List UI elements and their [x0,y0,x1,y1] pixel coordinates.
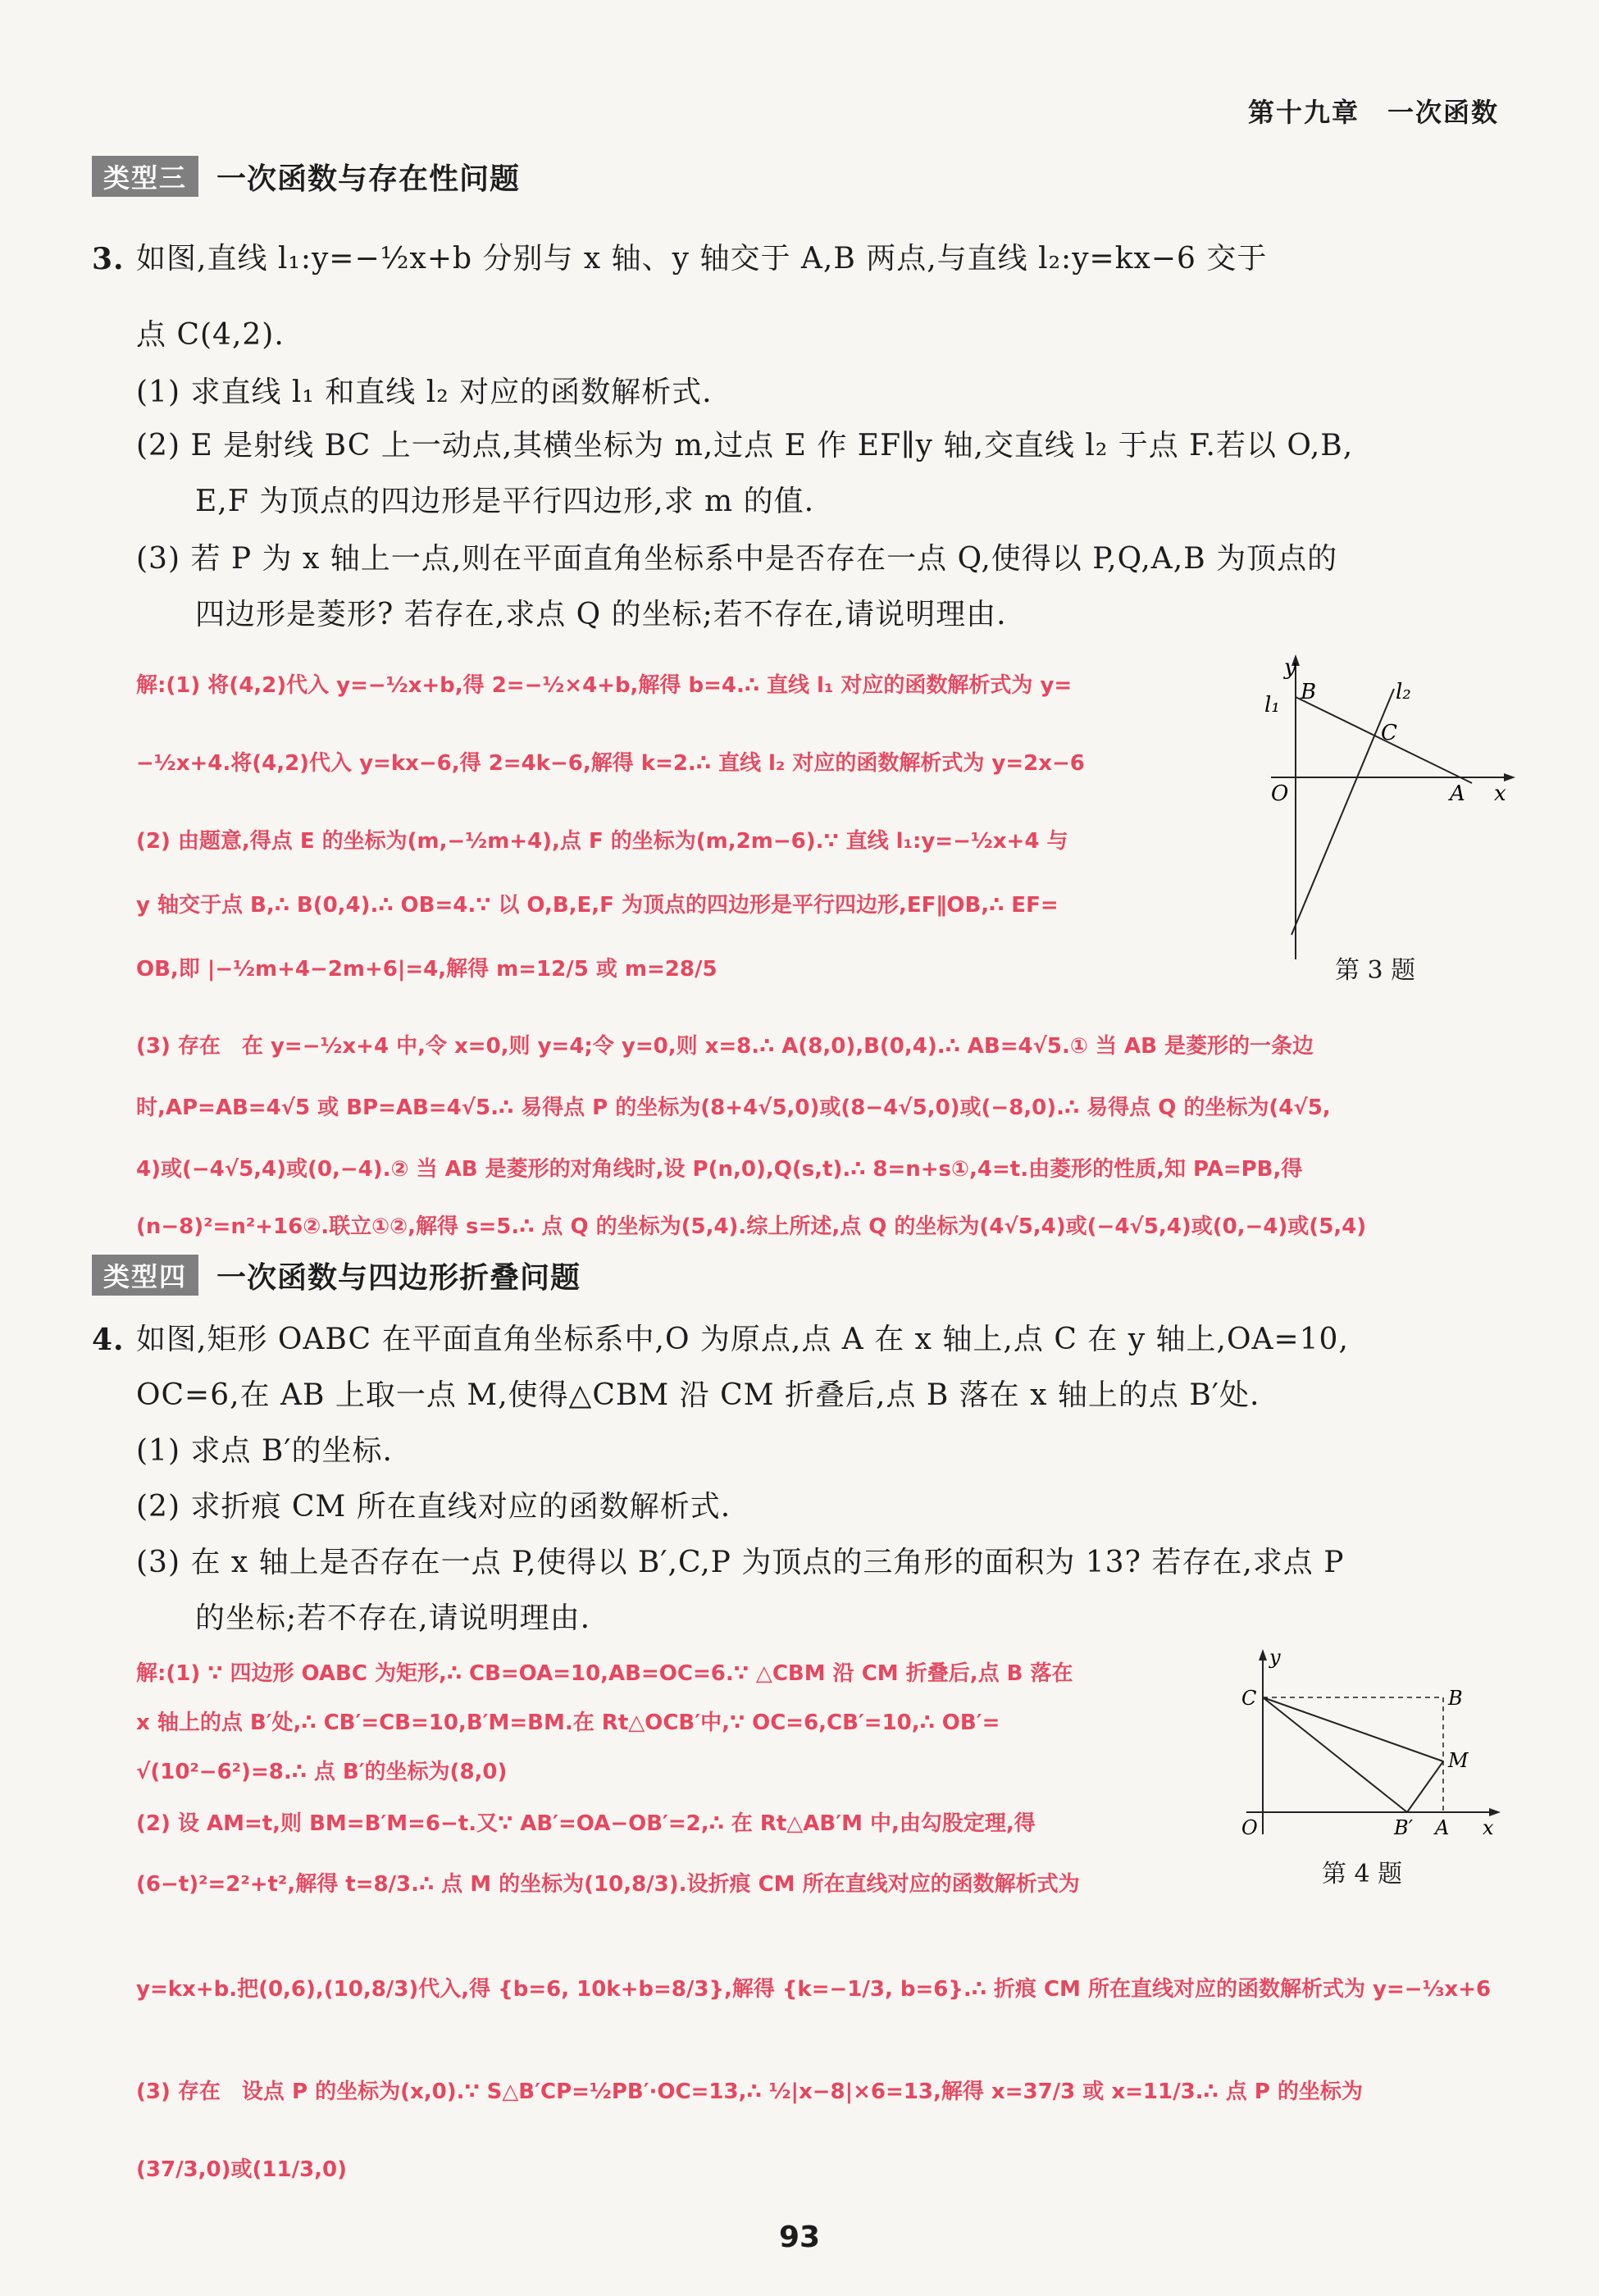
label-x: x [1483,1816,1494,1839]
answer-line: OB,即 |−½m+4−2m+6|=4,解得 m=12/5 或 m=28/5 [136,957,718,982]
answer-line: x 轴上的点 B′处,∴ CB′=CB=10,B′M=BM.在 Rt△OCB′中,∵ OC=6,CB′=10,∴ OB′= [136,1711,1000,1735]
answer-line: 解:(1) 将(4,2)代入 y=−½x+b,得 2=−½×4+b,解得 b=4.∴ 直线 l₁ 对应的函数解析式为 y= [136,673,1073,698]
question-line: (1) 求直线 l₁ 和直线 l₂ 对应的函数解析式. [136,376,713,409]
label-Bprime: B′ [1394,1816,1414,1839]
section-title: 一次函数与四边形折叠问题 [216,1260,581,1295]
x-axis-arrow [1489,1808,1501,1816]
label-C: C [1241,1687,1257,1710]
figure-3-diagram [1246,648,1517,959]
section-tag: 类型四 [92,1255,198,1296]
section-heading-3 [92,156,520,197]
question-line: (2) E 是射线 BC 上一动点,其横坐标为 m,过点 E 作 EF∥y 轴,交直线 l₂ 于点 F.若以 O,B, [136,429,1354,462]
answer-line: (2) 由题意,得点 E 的坐标为(m,−½m+4),点 F 的坐标为(m,2m−6).∵ 直线 l₁:y=−½x+4 与 [136,829,1068,854]
answer-line: (n−8)²=n²+16②.联立①②,解得 s=5.∴ 点 Q 的坐标为(5,4).综上所述,点 Q 的坐标为(4√5,4)或(−4√5,4)或(0,−4)或(5,4) [136,1214,1367,1239]
label-l2: l₂ [1396,680,1411,704]
question-line: (3) 若 P 为 x 轴上一点,则在平面直角坐标系中是否存在一点 Q,使得以 P,Q,A,B 为顶点的 [136,542,1338,576]
label-O: O [1271,781,1289,806]
question-line: 的坐标;若不存在,请说明理由. [195,1601,591,1635]
chapter-header: 第十九章 一次函数 [1247,97,1499,128]
section-title: 一次函数与存在性问题 [216,162,521,196]
answer-line: √(10²−6²)=8.∴ 点 B′的坐标为(8,0) [136,1760,508,1784]
label-B: B [1448,1687,1463,1710]
question-number: 4. [92,1323,125,1357]
label-A: A [1435,1816,1450,1839]
page-number: 93 [778,2221,821,2254]
label-l1: l₁ [1264,693,1280,718]
section-tag: 类型三 [92,156,198,197]
answer-line: (6−t)²=2²+t²,解得 t=8/3.∴ 点 M 的坐标为(10,8/3).设折痕 CM 所在直线对应的函数解析式为 [136,1872,1080,1897]
figure-4-diagram [1230,1644,1517,1841]
question-line: 如图,矩形 OABC 在平面直角坐标系中,O 为原点,点 A 在 x 轴上,点 C 在 y 轴上,OA=10, [136,1323,1349,1356]
y-axis-arrow [1259,1649,1267,1660]
answer-line: −½x+4.将(4,2)代入 y=kx−6,得 2=4k−6,解得 k=2.∴ 直线 l₂ 对应的函数解析式为 y=2x−6 [136,751,1085,776]
crease-CM [1263,1697,1443,1761]
label-y: y [1269,1646,1281,1669]
question-line: 四边形是菱形? 若存在,求点 Q 的坐标;若不存在,请说明理由. [195,598,1007,631]
label-M: M [1448,1749,1469,1772]
label-x: x [1494,781,1506,806]
x-axis-arrow [1504,773,1515,781]
question-number: 3. [92,242,125,276]
answer-line: y=kx+b.把(0,6),(10,8/3)代入,得 {b=6, 10k+b=8/3},解得 {k=−1/3, b=6}.∴ 折痕 CM 所在直线对应的函数解析式为 y=−⅓x+6 [136,1977,1492,2002]
question-line: 如图,直线 l₁:y=−½x+b 分别与 x 轴、y 轴交于 A,B 两点,与直线 l₂:y=kx−6 交于 [136,242,1268,276]
line-l2 [1292,689,1394,935]
answer-line: 解:(1) ∵ 四边形 OABC 为矩形,∴ CB=OA=10,AB=OC=6.∵ △CBM 沿 CM 折叠后,点 B 落在 [136,1661,1073,1686]
answer-line: (3) 存在 在 y=−½x+4 中,令 x=0,则 y=4;令 y=0,则 x=8.∴ A(8,0),B(0,4).∴ AB=4√5.① 当 AB 是菱形的一条边 [136,1034,1314,1059]
label-y: y [1284,655,1296,680]
segment-BprimeM [1407,1761,1443,1812]
segment-CBprime [1263,1697,1407,1812]
answer-line: 时,AP=AB=4√5 或 BP=AB=4√5.∴ 易得点 P 的坐标为(8+4√5,0)或(8−4√5,0)或(−8,0).∴ 易得点 Q 的坐标为(4√5, [136,1096,1331,1120]
label-A: A [1450,781,1465,806]
label-C: C [1381,721,1397,745]
answer-line: 4)或(−4√5,4)或(0,−4).② 当 AB 是菱形的对角线时,设 P(n,0),Q(s,t).∴ 8=n+s①,4=t.由菱形的性质,知 PA=PB,得 [136,1157,1303,1182]
section-heading-4 [92,1255,581,1296]
answer-line: (37/3,0)或(11/3,0) [136,2157,348,2182]
figure-4-caption: 第 4 题 [1322,1860,1403,1888]
question-line: OC=6,在 AB 上取一点 M,使得△CBM 沿 CM 折叠后,点 B 落在 x 轴上的点 B′处. [136,1378,1260,1412]
answer-line: (3) 存在 设点 P 的坐标为(x,0).∵ S△B′CP=½PB′·OC=13,∴ ½|x−8|×6=13,解得 x=37/3 或 x=11/3.∴ 点 P 的坐标为 [136,2080,1363,2104]
answer-line: (2) 设 AM=t,则 BM=B′M=6−t.又∵ AB′=OA−OB′=2,∴ 在 Rt△AB′M 中,由勾股定理,得 [136,1811,1036,1836]
figure-3-caption: 第 3 题 [1335,956,1416,985]
question-line: 点 C(4,2). [136,318,285,352]
question-line: (1) 求点 B′的坐标. [136,1434,393,1468]
label-O: O [1241,1816,1258,1839]
question-line: E,F 为顶点的四边形是平行四边形,求 m 的值. [195,485,815,518]
answer-line: y 轴交于点 B,∴ B(0,4).∴ OB=4.∵ 以 O,B,E,F 为顶点的四边形是平行四边形,EF∥OB,∴ EF= [136,893,1059,918]
label-B: B [1301,680,1317,704]
question-line: (2) 求折痕 CM 所在直线对应的函数解析式. [136,1490,731,1524]
question-line: (3) 在 x 轴上是否存在一点 P,使得以 B′,C,P 为顶点的三角形的面积为 13? 若存在,求点 P [136,1546,1345,1579]
